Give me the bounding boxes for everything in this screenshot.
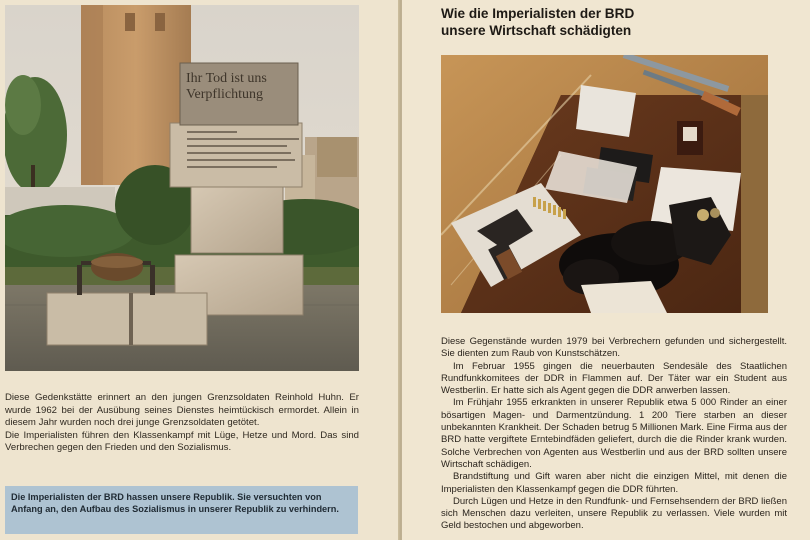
memorial-monument-photo-icon [5,5,359,371]
caption-paragraph: Die Imperialisten führen den Klassenkampf mit Lüge, Hetze und Mord. Das sind Verbrechen gegen den Frieden und den Sozialismus. [5,429,359,454]
highlight-box [5,486,358,534]
caption-paragraph: Diese Gedenkstätte erinnert an den jungen Grenzsoldaten Reinhold Huhn. Er wurde 1962 bei der Ausübung seines Dienstes heimtückisch ermordet. Allein in diesem Jahr wurden noch drei junge Grenzsoldaten getötet. [5,392,359,429]
confiscated-items-display-case-photo-icon [441,55,768,313]
article-body [441,336,787,533]
heading-line-2: unsere Wirtschaft schädigten [441,22,632,38]
article-paragraph: Brandstiftung und Gift waren aber nicht die einzigen Mittel, mit denen die Imperialisten den Klassenkampf gegen die DDR führten. [441,471,787,495]
plaque-title-line-1: Ihr Tod ist uns [186,71,267,86]
page-heading [441,6,771,39]
memorial-caption [5,392,359,455]
article-paragraph: Im Frühjahr 1955 erkrankten in unserer Republik etwa 5 000 Rinder an einer bösartigen Magen- und Darmentzündung. 1 200 Tiere starben an dieser unbekannten Krankheit. Der Schaden betrug 5 Millionen Mark. Eine Firma aus der BRD hatte vergiftete Erntebindfäden geliefert, durch die die Rinder krank wurden. Solche Verbrechen von Agenten aus Westberlin und aus der BRD sollten unsere Wirtschaft schädigen. [441,397,787,470]
plaque-title-line-2: Verpflichtung [186,87,263,102]
article-paragraph: Durch Lügen und Hetze in den Rundfunk- und Fernsehsendern der BRD ließen sich Menschen dazu verleiten, unsere Republik zu verlassen. Viele wurden mit Geld bestochen und abgeworben. [441,495,787,532]
highlight-text: Die Imperialisten der BRD hassen unsere Republik. Sie versuchten von Anfang an, den Aufbau des Sozialismus in unserer Republik zu verhindern. [11,492,339,515]
article-paragraph: Im Februar 1955 gingen die neuerbauten Sendesäle des Staatlichen Rundfunkkomitees der DDR in Flammen auf. Der Täter war ein Student aus Westberlin. Er hatte sich als Agent gegen die DDR anwerben lassen. [441,360,787,397]
plaque-title [186,71,298,103]
confiscated-items-photo [441,55,768,313]
memorial-photo [5,5,359,371]
heading-line-1: Wie die Imperialisten der BRD [441,6,635,21]
article-paragraph: Diese Gegenstände wurden 1979 bei Verbrechern gefunden und sichergestellt. Sie dienten zum Raub von Kunstschätzen. [441,336,787,360]
